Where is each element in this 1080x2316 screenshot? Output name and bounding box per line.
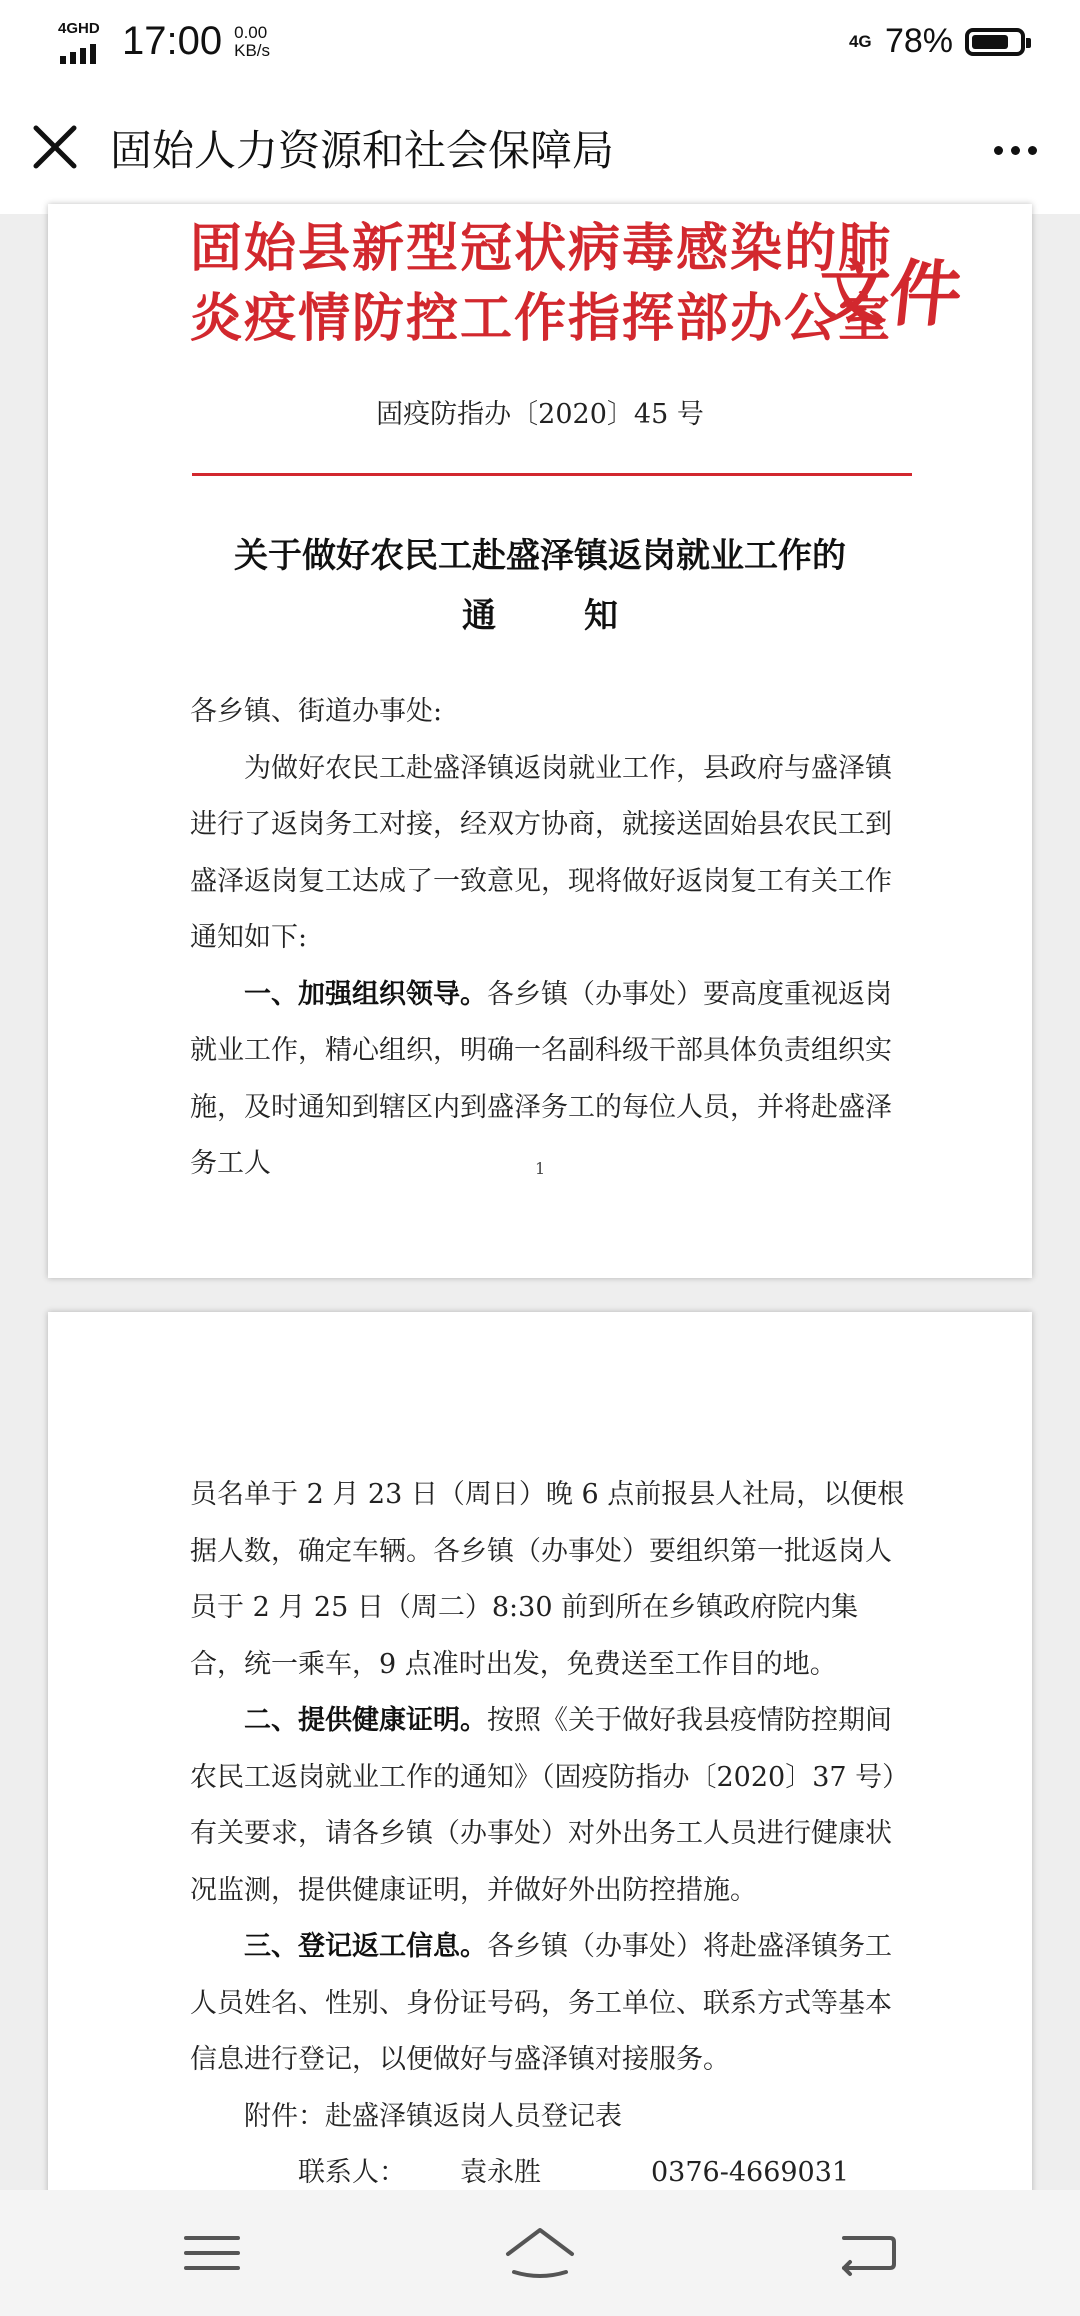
contact-name: 袁永胜 bbox=[460, 2157, 541, 2188]
section-3 bbox=[190, 1919, 910, 2089]
network-type-left: 4GHD bbox=[58, 20, 100, 37]
back-button[interactable] bbox=[828, 2220, 908, 2286]
issuer-header bbox=[190, 214, 892, 354]
title-bar bbox=[0, 84, 1080, 214]
salutation: 各乡镇、街道办事处: bbox=[190, 696, 443, 727]
more-icon bbox=[994, 146, 1003, 155]
speed-unit: KB/s bbox=[234, 41, 271, 60]
battery-icon bbox=[965, 28, 1025, 56]
title-line-1: 关于做好农民工赴盛泽镇返岗就业工作的 bbox=[234, 536, 846, 576]
close-button[interactable] bbox=[22, 114, 88, 180]
status-bar bbox=[0, 0, 1080, 84]
menu-button[interactable] bbox=[172, 2220, 252, 2286]
section-1-continued: 员名单于 2 月 23 日（周日）晚 6 点前报县人社局，以便根据人数，确定车辆。各乡镇（办事处）要组织第一批返岗人员于 2 月 25 日（周二）8:30 前到所在乡镇政府院内集合，统一乘车，9 点准时出发，免费送至工作目的地。 bbox=[190, 1479, 905, 1680]
network-speed bbox=[234, 24, 270, 60]
attachment-line: 附件：赴盛泽镇返岗人员登记表 bbox=[244, 2100, 622, 2132]
home-button[interactable] bbox=[500, 2220, 580, 2286]
section-3-text: 各乡镇（办事处）将赴盛泽镇务工人员姓名、性别、身份证号码，务工单位、联系方式等基本信息进行登记，以便做好与盛泽镇对接服务。 bbox=[190, 1931, 892, 2075]
title-line-2: 通知 bbox=[462, 596, 706, 636]
back-icon bbox=[828, 2220, 908, 2286]
issuer-line-1: 固始县新型冠状病毒感染的肺 bbox=[190, 218, 893, 279]
contact-phone: 0376-4669031 bbox=[651, 2157, 850, 2188]
more-button[interactable] bbox=[980, 120, 1050, 180]
issuer-suffix: 文件 bbox=[812, 251, 966, 336]
navigation-bar bbox=[0, 2190, 1080, 2316]
page-title: 固始人力资源和社会保障局 bbox=[110, 126, 615, 175]
signal-bars bbox=[60, 44, 96, 64]
battery-percent: 78% bbox=[884, 22, 953, 60]
section-2 bbox=[190, 1693, 910, 1919]
paragraph-intro: 为做好农民工赴盛泽镇返岗就业工作，县政府与盛泽镇进行了返岗务工对接，经双方协商，就接送固始县农民工到盛泽返岗复工达成了一致意见，现将做好返岗复工有关工作通知如下: bbox=[190, 752, 892, 953]
network-type-right: 4G bbox=[848, 31, 872, 51]
menu-icon bbox=[172, 2220, 252, 2286]
home-icon bbox=[500, 2220, 580, 2286]
close-icon bbox=[22, 114, 88, 180]
contact-label: 联系人： bbox=[298, 2157, 406, 2188]
section-2-heading: 二、提供健康证明。 bbox=[244, 1705, 487, 1736]
document-title bbox=[48, 526, 1032, 646]
document-page-2 bbox=[48, 1312, 1032, 2212]
battery-fill bbox=[972, 35, 1008, 49]
document-viewer[interactable] bbox=[0, 214, 1080, 2190]
page-number: 1 bbox=[535, 1159, 546, 1178]
section-3-heading: 三、登记返工信息。 bbox=[244, 1931, 487, 1962]
issuer-line-2: 炎疫情防控工作指挥部办公室 bbox=[190, 288, 893, 349]
clock: 17:00 bbox=[122, 19, 223, 63]
document-number: 固疫防指办〔2020〕45 号 bbox=[376, 399, 704, 430]
speed-value: 0.00 bbox=[234, 23, 268, 42]
section-2-text: 按照《关于做好我县疫情防控期间农民工返岗就业工作的通知》（固疫防指办〔2020〕37 号）有关要求，请各乡镇（办事处）对外出务工人员进行健康状况监测，提供健康证明，并做好外出防控措施。 bbox=[190, 1705, 910, 1906]
page2-body bbox=[190, 1467, 910, 2258]
status-right bbox=[849, 22, 1025, 61]
document-page-1 bbox=[48, 204, 1032, 1278]
status-left bbox=[58, 18, 270, 64]
page1-body bbox=[190, 684, 906, 1193]
signal-icon bbox=[58, 20, 108, 64]
section-1 bbox=[190, 967, 906, 1193]
red-divider bbox=[192, 473, 912, 476]
section-1-text: 各乡镇（办事处）要高度重视返岗就业工作，精心组织，明确一名副科级干部具体负责组织实施，及时通知到辖区内到盛泽务工的每位人员，并将赴盛泽务工人 bbox=[190, 978, 892, 1179]
section-1-heading: 一、加强组织领导。 bbox=[244, 978, 487, 1010]
